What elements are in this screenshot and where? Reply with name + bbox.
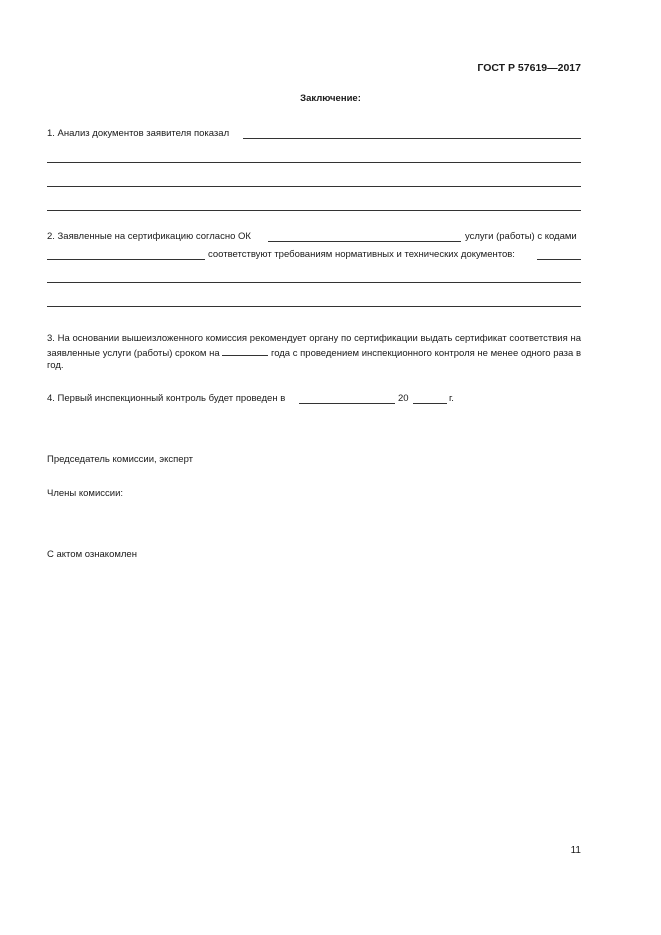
item4-year-suffix: г. — [449, 393, 454, 404]
item3-text-b: года с проведением инспекционного контроля не менее одного раза в год. — [47, 347, 582, 371]
item4-year-prefix: 20 — [398, 393, 409, 404]
item2-docs-line — [537, 259, 581, 260]
item2-text-b: услуги (работы) с кодами — [465, 231, 577, 242]
item2-rule-2 — [47, 306, 581, 307]
item3-term-line — [222, 346, 268, 356]
item1-rule-2 — [47, 186, 581, 187]
item1-fill-line — [243, 138, 581, 139]
standard-designation: ГОСТ Р 57619—2017 — [477, 62, 581, 74]
page-number: 11 — [570, 845, 581, 856]
item4-text-a: 4. Первый инспекционный контроль будет проведен в — [47, 393, 286, 404]
members-label: Члены комиссии: — [47, 488, 124, 499]
item2-text-a: 2. Заявленные на сертификацию согласно ОК — [47, 231, 251, 242]
chair-label: Председатель комиссии, эксперт — [47, 454, 194, 465]
item3-paragraph — [47, 333, 581, 373]
section-title: Заключение: — [300, 93, 361, 104]
item3-text-a: 3. На основании вышеизложенного комиссия рекомендует органу по сертификации выдать сертификат соответствия на заявленные услуги (работы) сроком на — [47, 333, 581, 359]
item1-rule-1 — [47, 162, 581, 163]
item4-date-line — [299, 403, 395, 404]
item2-rule-1 — [47, 282, 581, 283]
item2-text-c: соответствуют требованиям нормативных и технических документов: — [208, 249, 515, 260]
item2-codes-line — [47, 259, 205, 260]
item2-ok-line — [268, 241, 461, 242]
item1-text: 1. Анализ документов заявителя показал — [47, 128, 230, 139]
acknowledged-label: С актом ознакомлен — [47, 549, 137, 560]
item1-rule-3 — [47, 210, 581, 211]
item4-year-line — [413, 403, 447, 404]
